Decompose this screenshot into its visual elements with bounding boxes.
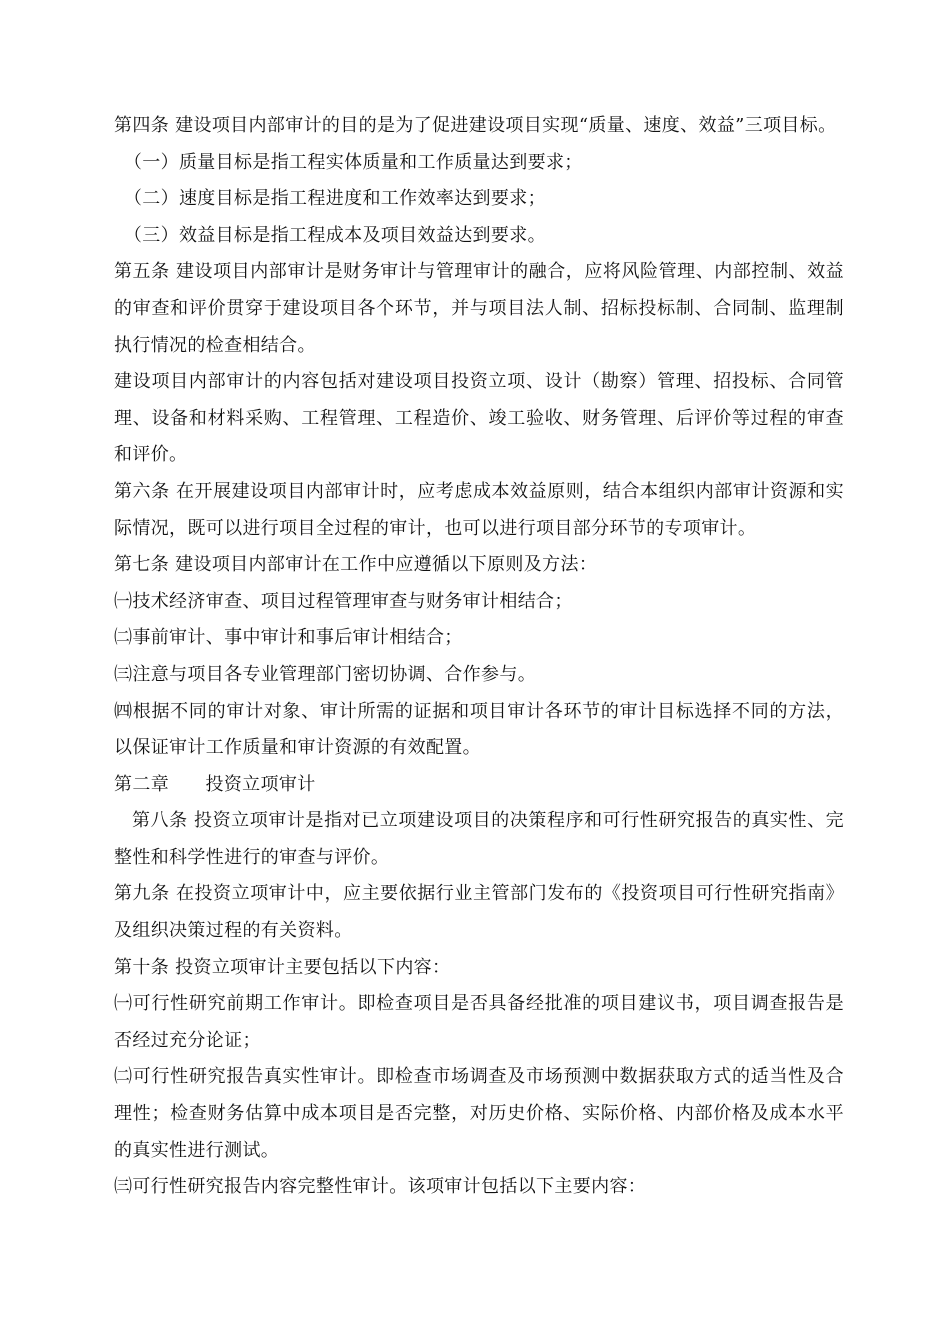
document-body — [114, 108, 844, 1206]
article-8: 第八条 投资立项审计是指对已立项建设项目的决策程序和可行性研究报告的真实性、完整性和科学性进行的审查与评价。 — [114, 810, 844, 868]
article-10-item-3: ㈢可行性研究报告内容完整性审计。该项审计包括以下主要内容： — [114, 1176, 647, 1198]
article-4-item-3: （三）效益目标是指工程成本及项目效益达到要求。 — [123, 224, 546, 246]
article-7-item-1: ㈠技术经济审查、项目过程管理审查与财务审计相结合； — [114, 590, 573, 612]
article-6: 第六条 在开展建设项目内部审计时，应考虑成本效益原则，结合本组织内部审计资源和实际情况，既可以进行项目全过程的审计，也可以进行项目部分环节的专项审计。 — [114, 480, 844, 539]
article-7-item-4: ㈣根据不同的审计对象、审计所需的证据和项目审计各环节的审计目标选择不同的方法，以保证审计工作质量和审计资源的有效配置。 — [114, 700, 844, 759]
article-10-item-1: ㈠可行性研究前期工作审计。即检查项目是否具备经批准的项目建议书，项目调查报告是否经过充分论证； — [114, 993, 844, 1051]
article-4: 第四条 建设项目内部审计的目的是为了促进建设项目实现“质量、速度、效益”三项目标。 — [114, 115, 837, 136]
article-5: 第五条 建设项目内部审计是财务审计与管理审计的融合，应将风险管理、内部控制、效益的审查和评价贯穿于建设项目各个环节，并与项目法人制、招标投标制、合同制、监理制执行情况的检查相结合。 — [114, 261, 844, 356]
article-7-item-2: ㈡事前审计、事中审计和事后审计相结合； — [114, 627, 463, 649]
article-10: 第十条 投资立项审计主要包括以下内容： — [114, 956, 451, 978]
article-7: 第七条 建设项目内部审计在工作中应遵循以下原则及方法： — [114, 554, 598, 576]
article-4-item-2: （二）速度目标是指工程进度和工作效率达到要求； — [123, 188, 546, 210]
chapter-2-heading: 第二章 投资立项审计 — [114, 773, 316, 795]
article-4-item-1: （一）质量目标是指工程实体质量和工作质量达到要求； — [123, 151, 583, 173]
article-5-content: 建设项目内部审计的内容包括对建设项目投资立项、设计（勘察）管理、招投标、合同管理、设备和材料采购、工程管理、工程造价、竣工验收、财务管理、后评价等过程的审查和评价。 — [114, 371, 844, 466]
article-10-item-2: ㈡可行性研究报告真实性审计。即检查市场调查及市场预测中数据获取方式的适当性及合理性；检查财务估算中成本项目是否完整，对历史价格、实际价格、内部价格及成本水平的真实性进行测试。 — [114, 1066, 844, 1161]
article-7-item-3: ㈢注意与项目各专业管理部门密切协调、合作参与。 — [114, 663, 537, 685]
article-9: 第九条 在投资立项审计中，应主要依据行业主管部门发布的《投资项目可行性研究指南》及组织决策过程的有关资料。 — [114, 883, 844, 942]
